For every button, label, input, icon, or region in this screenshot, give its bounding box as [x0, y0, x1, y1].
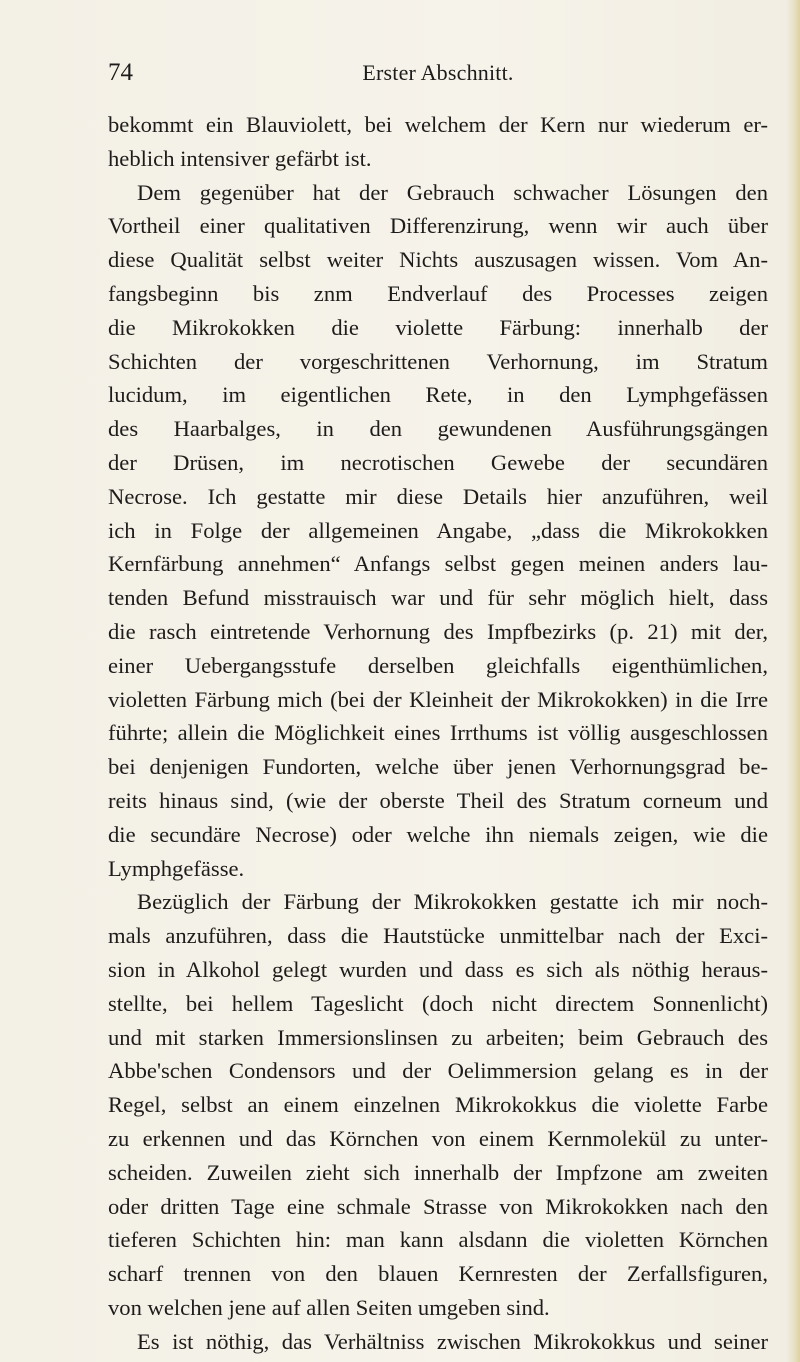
text-line: fangsbeginn bis znm Endverlauf des Processes zeigen — [108, 280, 768, 306]
text-line: die rasch eintretende Verhornung des Impfbezirks (p. 21) mit der, — [108, 618, 768, 644]
text-line: Schichten der vorgeschrittenen Verhornung, im Stratum — [108, 348, 768, 374]
text-line: der Drüsen, im necrotischen Gewebe der secundären — [108, 449, 768, 475]
text-line: violetten Färbung mich (bei der Kleinheit der Mikrokokken) in die Irre — [108, 686, 768, 712]
text-line: die Mikrokokken die violette Färbung: innerhalb der — [108, 314, 768, 340]
text-line: oder dritten Tage eine schmale Strasse von Mikrokokken nach den — [108, 1193, 768, 1219]
text-line: mals anzuführen, dass die Hautstücke unmittelbar nach der Exci- — [108, 923, 768, 949]
page-number: 74 — [108, 59, 133, 86]
body-text — [108, 108, 768, 1358]
text-line: scharf trennen von den blauen Kernresten der Zerfallsfiguren, — [108, 1261, 768, 1287]
text-line: Es ist nöthig, das Verhältniss zwischen Mikrokokkus und seiner — [137, 1328, 768, 1354]
text-line: zu erkennen und das Körnchen von einem Kernmolekül zu unter- — [108, 1125, 768, 1151]
text-line: scheiden. Zuweilen zieht sich innerhalb der Impfzone am zweiten — [108, 1159, 768, 1185]
text-line: reits hinaus sind, (wie der oberste Theil des Stratum corneum und — [108, 787, 768, 813]
text-line: Regel, selbst an einem einzelnen Mikrokokkus die violette Farbe — [108, 1092, 768, 1118]
text-line: heblich intensiver gefärbt ist. — [108, 145, 372, 171]
page-edge — [786, 0, 800, 1362]
text-line: tieferen Schichten hin: man kann alsdann die violetten Körnchen — [108, 1227, 768, 1253]
text-line: Abbe'schen Condensors und der Oelimmersion gelang es in der — [108, 1058, 768, 1084]
text-line: führte; allein die Möglichkeit eines Irrthums ist völlig ausgeschlossen — [108, 720, 768, 746]
text-line: ich in Folge der allgemeinen Angabe, „dass die Mikrokokken — [108, 517, 768, 543]
text-line: Vortheil einer qualitativen Differenzirung, wenn wir auch über — [108, 213, 768, 239]
text-line: einer Uebergangsstufe derselben gleichfalls eigenthümlichen, — [108, 652, 768, 678]
text-line: Lymphgefässe. — [108, 855, 245, 881]
running-head: Erster Abschnitt. — [362, 60, 514, 85]
text-line: bei denjenigen Fundorten, welche über jenen Verhornungsgrad be- — [108, 754, 768, 780]
text-line: und mit starken Immersionslinsen zu arbeiten; beim Gebrauch des — [108, 1024, 768, 1050]
text-line: Necrose. Ich gestatte mir diese Details hier anzuführen, weil — [108, 483, 768, 509]
text-line: des Haarbalges, in den gewundenen Ausführungsgängen — [108, 416, 768, 442]
text-line: tenden Befund misstrauisch war und für sehr möglich hielt, dass — [108, 585, 768, 611]
text-line: die secundäre Necrose) oder welche ihn niemals zeigen, wie die — [108, 821, 768, 847]
text-line: lucidum, im eigentlichen Rete, in den Lymphgefässen — [108, 382, 768, 408]
text-line: Dem gegenüber hat der Gebrauch schwacher Lösungen den — [137, 179, 768, 205]
text-line: diese Qualität selbst weiter Nichts auszusagen wissen. Vom An- — [108, 247, 768, 273]
text-line: bekommt ein Blauviolett, bei welchem der Kern nur wiederum er- — [108, 112, 768, 137]
text-line: Bezüglich der Färbung der Mikrokokken gestatte ich mir noch- — [137, 889, 768, 915]
text-line: von welchen jene auf allen Seiten umgeben sind. — [108, 1294, 550, 1320]
page-header — [108, 58, 768, 88]
text-line: sion in Alkohol gelegt wurden und dass es sich als nöthig heraus- — [108, 956, 768, 982]
text-line: Kernfärbung annehmen“ Anfangs selbst gegen meinen anders lau- — [108, 551, 768, 577]
text-line: stellte, bei hellem Tageslicht (doch nicht directem Sonnenlicht) — [108, 990, 768, 1016]
